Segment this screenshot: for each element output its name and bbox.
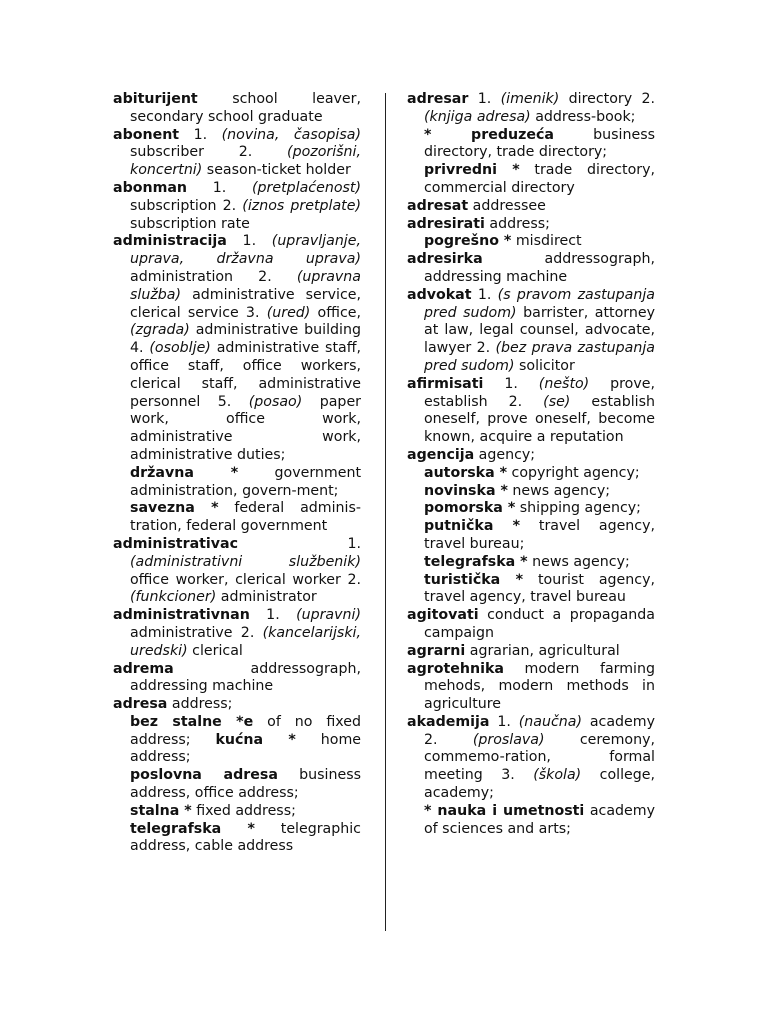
dictionary-subentry [113, 821, 361, 857]
definition-text: addressee [468, 197, 546, 214]
headword: adresirati [407, 215, 485, 232]
definition-text: administrator [216, 589, 317, 606]
dictionary-column-right [407, 91, 655, 838]
dictionary-entry [407, 91, 655, 127]
headword: abonent [113, 126, 180, 143]
definition-text: 1. [179, 126, 222, 143]
definition-text: academy 2. [424, 713, 655, 748]
headword: akademija [407, 713, 490, 730]
headword: telegrafska * [130, 820, 255, 837]
definition-text: shipping agency; [515, 500, 641, 517]
headword: savezna * [130, 500, 219, 517]
definition-text: paper work, office work, administrative work, administrative duties; [130, 393, 362, 463]
headword: afirmisati [407, 375, 484, 392]
usage-note: (s pravom zastupanja pred sudom) [424, 286, 656, 321]
definition-text: office worker, clerical worker 2. [130, 571, 361, 588]
headword: adrema [113, 660, 174, 677]
dictionary-entry [407, 447, 655, 465]
definition-text: administrative service, clerical service 3. [130, 286, 361, 321]
usage-note: (upravni) [296, 607, 361, 624]
usage-note: (proslava) [472, 731, 545, 748]
definition-text: misdirect [511, 233, 582, 250]
headword: agitovati [407, 607, 479, 624]
headword: državna * [130, 464, 239, 481]
definition-text: college, academy; [424, 767, 655, 802]
dictionary-entry [113, 696, 361, 714]
usage-note: (knjiga adresa) [424, 108, 531, 125]
headword: agrarni [407, 642, 466, 659]
definition-text: administrative 2. [130, 624, 263, 641]
headword: * nauka i umetnosti [424, 802, 585, 819]
dictionary-subentry [407, 465, 655, 483]
usage-note: (administrativni službenik) [130, 553, 361, 570]
dictionary-entry [113, 233, 361, 464]
dictionary-entry [407, 661, 655, 714]
dictionary-entry [113, 536, 361, 607]
dictionary-subentry [407, 554, 655, 572]
dictionary-entry [407, 198, 655, 216]
dictionary-subentry [113, 500, 361, 536]
dictionary-entry [407, 216, 655, 234]
definition-text: administrative building 4. [130, 322, 361, 357]
headword: novinska * [424, 482, 508, 499]
dictionary-subentry [407, 162, 655, 198]
dictionary-subentry [407, 233, 655, 251]
dictionary-entry [407, 251, 655, 287]
definition-text: address-book; [530, 108, 636, 125]
dictionary-entry [407, 643, 655, 661]
headword: administrativac [113, 535, 239, 552]
dictionary-entry [113, 607, 361, 660]
definition-text: subscription rate [130, 215, 250, 232]
headword: turistička * [424, 571, 524, 588]
usage-note: (se) [543, 393, 571, 410]
dictionary-subentry [407, 483, 655, 501]
definition-text: barrister, attorney at law, legal counsel, advocate, lawyer 2. [424, 304, 655, 357]
definition-text: subscription 2. [130, 197, 243, 214]
headword: adresar [407, 91, 469, 107]
headword: pogrešno * [424, 233, 512, 250]
definition-text: 1. [238, 535, 361, 552]
dictionary-subentry [113, 465, 361, 501]
usage-note: (iznos pretplate) [242, 197, 361, 214]
usage-note: (novina, časopisa) [221, 126, 361, 143]
definition-text: establish oneself, prove oneself, become known, acquire a reputation [424, 393, 655, 446]
definition-text: 1. [187, 179, 252, 196]
headword: bez stalne *e [130, 713, 254, 730]
headword: autorska * [424, 464, 508, 481]
dictionary-entry [113, 180, 361, 233]
usage-note: (nešto) [538, 375, 590, 392]
usage-note: (pozorišni, koncertni) [130, 144, 361, 179]
usage-note: (imenik) [500, 91, 560, 107]
definition-text: copyright agency; [507, 464, 640, 481]
headword: privredni * [424, 162, 520, 179]
definition-text: directory 2. [559, 91, 655, 107]
definition-text: fixed address; [191, 802, 296, 819]
headword: adresirka [407, 251, 483, 268]
dictionary-entry [407, 607, 655, 643]
definition-text: clerical [187, 642, 243, 659]
dictionary-entry [113, 91, 361, 127]
usage-note: (upravna služba) [130, 268, 361, 303]
dictionary-subentry [407, 518, 655, 554]
dictionary-entry [407, 714, 655, 803]
column-divider [385, 93, 386, 931]
definition-text: administration 2. [130, 268, 297, 285]
headword: advokat [407, 286, 472, 303]
definition-text: subscriber 2. [130, 144, 288, 161]
headword: pomorska * [424, 500, 516, 517]
definition-text: addressograph, addressing machine [424, 251, 655, 285]
headword: putnička * [424, 518, 521, 535]
dictionary-column-left [113, 91, 361, 856]
definition-text: 1. [468, 91, 501, 107]
usage-note: (funkcioner) [130, 589, 217, 606]
dictionary-subentry [113, 803, 361, 821]
definition-text: federal adminis-tration, federal government [130, 500, 361, 535]
headword: adresat [407, 197, 469, 214]
dictionary-subentry [113, 714, 361, 767]
definition-text: academy of sciences and arts; [424, 802, 656, 837]
definition-text: telegraphic address, cable address [130, 820, 361, 855]
headword: stalna * [130, 802, 192, 819]
dictionary-subentry [113, 767, 361, 803]
dictionary-subentry [407, 127, 655, 163]
usage-note: (osoblje) [149, 340, 211, 357]
definition-text: business address, office address; [130, 767, 361, 802]
definition-text: address; [167, 696, 233, 713]
definition-text: tourist agency, travel agency, travel bureau [424, 571, 655, 606]
dictionary-entry [407, 376, 655, 447]
headword: agencija [407, 446, 475, 463]
usage-note: (ured) [266, 304, 311, 321]
definition-text: administrative staff, office staff, office workers, clerical staff, administrative personnel 5. [130, 340, 361, 410]
definition-text: 1. [249, 607, 297, 624]
definition-text: addressograph, addressing machine [130, 660, 361, 695]
headword: kućna * [215, 731, 296, 748]
definition-text: 1. [489, 713, 519, 730]
definition-text: home address; [130, 731, 362, 766]
definition-text: solicitor [514, 357, 575, 374]
definition-text: 1. [483, 375, 539, 392]
usage-note: (kancelarijski, uredski) [130, 624, 361, 659]
definition-text: address; [484, 215, 550, 232]
definition-text: news agency; [527, 553, 630, 570]
definition-text: trade directory, commercial directory [424, 162, 655, 196]
definition-text: ceremony, commemo-ration, formal meeting 3. [424, 731, 656, 784]
usage-note: (naučna) [518, 713, 582, 730]
usage-note: (pretplaćenost) [252, 179, 361, 196]
headword: poslovna adresa [130, 767, 278, 784]
usage-note: (upravljanje, uprava, državna uprava) [130, 233, 361, 268]
dictionary-subentry [407, 803, 655, 839]
dictionary-entry [407, 287, 655, 376]
headword: administrativnan [113, 607, 250, 624]
definition-text: school leaver, secondary school graduate [130, 91, 361, 125]
dictionary-subentry [407, 572, 655, 608]
usage-note: (posao) [248, 393, 303, 410]
definition-text: travel agency, travel bureau; [424, 518, 656, 552]
dictionary-subentry [407, 500, 655, 518]
definition-text: conduct a propaganda campaign [424, 607, 655, 641]
definition-text: agrarian, agricultural [465, 642, 620, 659]
usage-note: (zgrada) [130, 322, 190, 339]
definition-text: of no fixed address; [130, 713, 361, 748]
definition-text: 1. [226, 233, 272, 250]
definition-text: 1. [471, 286, 498, 303]
headword: abonman [113, 179, 188, 196]
usage-note: (bez prava zastupanja pred sudom) [424, 340, 655, 374]
definition-text: news agency; [507, 482, 611, 499]
definition-text: government administration, govern-ment; [130, 464, 362, 499]
dictionary-entry [113, 127, 361, 180]
definition-text: season-ticket holder [202, 162, 351, 179]
definition-text: prove, establish 2. [424, 375, 655, 410]
headword: administracija [113, 233, 227, 250]
definition-text: business directory, trade directory; [424, 126, 655, 161]
usage-note: (škola) [533, 767, 582, 784]
definition-text: modern farming mehods, modern methods in agriculture [424, 660, 655, 713]
headword: adresa [113, 696, 168, 713]
headword: agrotehnika [407, 660, 504, 677]
headword: telegrafska * [424, 553, 528, 570]
dictionary-entry [113, 661, 361, 697]
definition-text: agency; [474, 446, 536, 463]
definition-text: office, [310, 304, 361, 321]
headword: * preduzeća [424, 126, 554, 143]
headword: abiturijent [113, 91, 198, 107]
